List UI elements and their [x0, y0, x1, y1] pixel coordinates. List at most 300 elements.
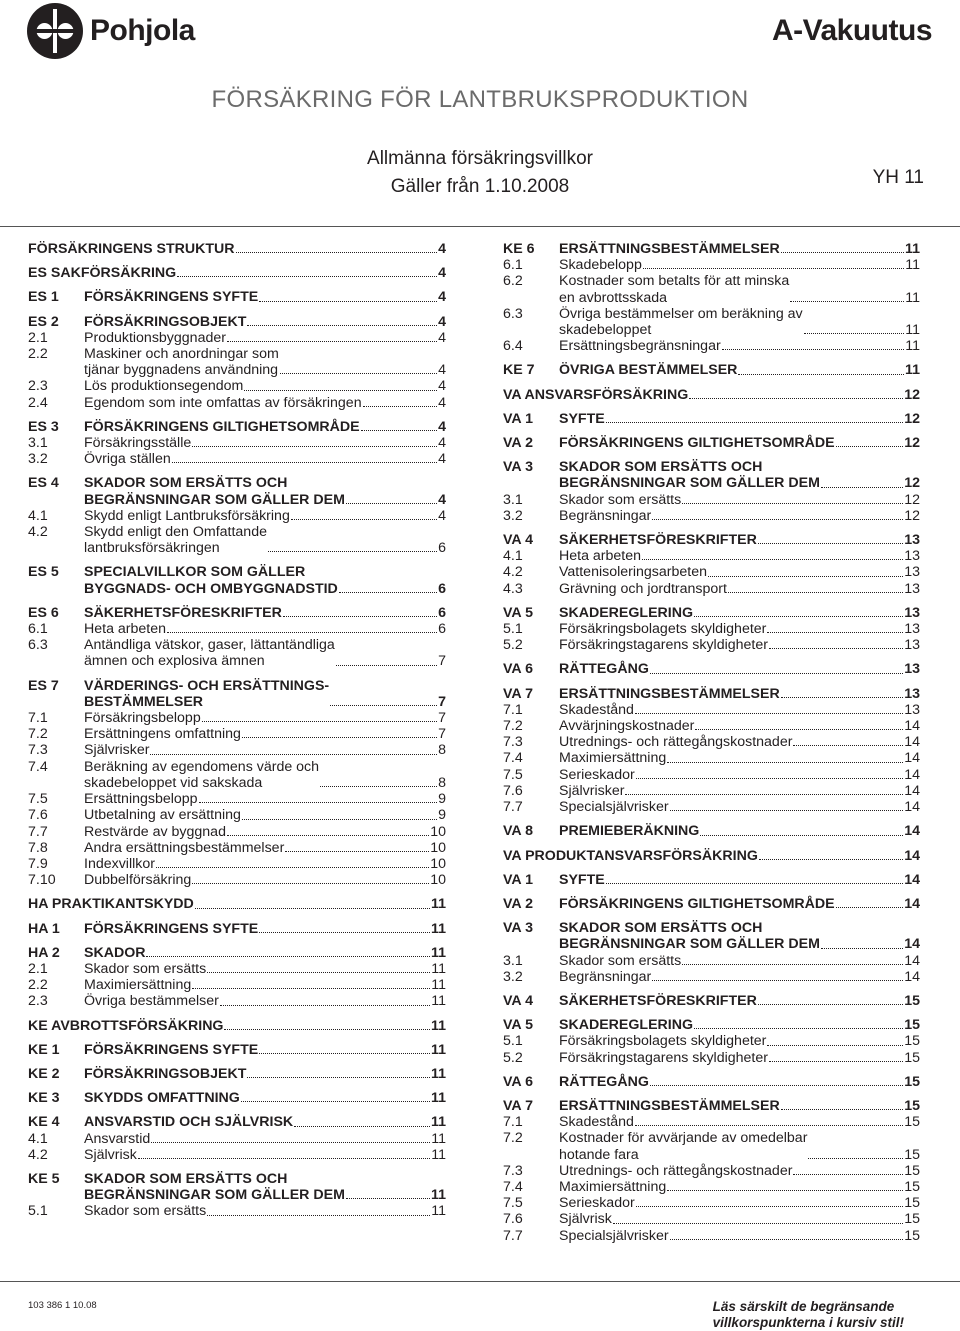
toc-entry-number: VA 7: [503, 1097, 533, 1114]
toc-entry-number: 2.4: [28, 394, 48, 411]
dot-leader: [635, 1125, 903, 1126]
toc-entry-title: Grävning och jordtransport: [559, 580, 727, 597]
toc-entry-title: FÖRSÄKRINGENS SYFTE: [84, 289, 259, 306]
toc-entry-title: Skador som ersätts: [559, 491, 682, 508]
toc-entry-title: SÄKERHETSFÖRESKRIFTER: [84, 604, 282, 621]
toc-entry: [503, 750, 920, 766]
dot-leader: [606, 422, 903, 423]
dot-leader: [192, 988, 430, 989]
toc-entry: [28, 435, 446, 451]
toc-entry-title: Avvärjningskostnader: [559, 718, 695, 735]
toc-entry-title: Skydd enligt Lantbruksförsäkring: [84, 507, 290, 524]
toc-entry-page: 14: [904, 847, 920, 864]
toc-entry-title: Kostnader som betalts för att minska en avbrottsskada: [559, 273, 790, 306]
toc-entry-page: 11: [431, 1090, 446, 1107]
toc-entry: [28, 945, 446, 961]
toc-entry-number: KE 3: [28, 1090, 60, 1107]
toc-entry: [503, 896, 920, 912]
toc-entry-page: 11: [905, 322, 920, 339]
toc-entry: [28, 451, 446, 467]
toc-entry: [28, 921, 446, 937]
toc-entry-page: 4: [438, 313, 446, 330]
document-code: YH 11: [872, 167, 924, 188]
toc-entry-number: 7.7: [28, 823, 48, 840]
dot-leader: [652, 980, 903, 981]
toc-entry-title: FÖRSÄKRINGENS SYFTE: [84, 1041, 259, 1058]
toc-entry-number: 2.3: [28, 378, 48, 395]
toc-entry-title: Antändliga vätskor, gaser, lättantändliga ämnen och explosiva ämnen: [84, 637, 335, 670]
dot-leader: [667, 762, 903, 763]
toc-entry-title: FÖRSÄKRINGENS GILTIGHETSOMRÅDE: [84, 418, 360, 435]
toc-entry-page: 4: [438, 394, 446, 411]
dot-leader: [151, 1142, 430, 1143]
toc-entry: [28, 524, 446, 556]
dot-leader: [606, 883, 903, 884]
toc-entry: [28, 856, 446, 872]
toc-entry: [503, 581, 920, 597]
dot-leader: [192, 446, 437, 447]
toc-entry-page: 14: [904, 895, 920, 912]
toc-entry: [28, 977, 446, 993]
toc-entry-number: KE 4: [28, 1114, 60, 1131]
dot-leader: [781, 252, 904, 253]
dot-leader: [247, 325, 437, 326]
toc-entry-title: ANSVARSTID OCH SJÄLVRISK: [84, 1114, 294, 1131]
toc-entry-page: 12: [904, 386, 920, 403]
toc-entry-title: Kostnader för avvärjande av omedelbar hotande fara: [559, 1130, 808, 1163]
toc-entry-number: KE 2: [28, 1065, 60, 1082]
toc-entry-number: 4.2: [503, 564, 523, 581]
toc-entry-number: 2.2: [28, 346, 48, 363]
toc-entry: [503, 661, 920, 677]
toc-entry-number: 3.1: [503, 952, 523, 969]
dot-leader: [667, 1190, 903, 1191]
toc-entry-title: SKADOR SOM ERSÄTTS OCH BEGRÄNSNINGAR SOM GÄLLER DEM: [84, 475, 345, 508]
toc-entry-title: FÖRSÄKRINGENS GILTIGHETSOMRÅDE: [559, 435, 835, 452]
toc-entry-title: Skadestånd: [559, 701, 634, 718]
dot-leader: [150, 754, 437, 755]
toc-entry: [28, 241, 446, 257]
toc-entry: [503, 548, 920, 564]
dot-leader: [207, 1215, 430, 1216]
toc-entry-title: Försäkringstagarens skyldigheter: [559, 1049, 768, 1066]
toc-entry-title: Maximiersättning: [84, 977, 192, 994]
dot-leader: [291, 519, 437, 520]
toc-entry-page: 15: [904, 1178, 920, 1195]
toc-entry-page: 15: [904, 1097, 920, 1114]
toc-entry: [503, 273, 920, 305]
toc-entry: [503, 637, 920, 653]
toc-entry-page: 4: [438, 451, 446, 468]
toc-entry-title: Skador som ersätts: [84, 960, 207, 977]
dot-leader: [227, 341, 437, 342]
dot-leader: [280, 373, 437, 374]
toc-entry-page: 13: [904, 685, 920, 702]
toc-entry-page: 10: [430, 823, 446, 840]
toc-entry: [28, 289, 446, 305]
dot-leader: [156, 867, 429, 868]
toc-entry: [28, 791, 446, 807]
toc-entry: [28, 872, 446, 888]
toc-entry-number: 4.1: [28, 507, 48, 524]
toc-entry-title: Ersättningsbegränsningar: [559, 338, 721, 355]
dot-leader: [700, 835, 903, 836]
toc-entry: [503, 362, 920, 378]
toc-entry-number: VA 3: [503, 459, 533, 476]
toc-entry-title: KE AVBROTTSFÖRSÄKRING: [28, 1017, 224, 1034]
toc-entry-title: SYFTE: [559, 410, 605, 427]
dot-leader: [195, 908, 430, 909]
toc-entry-page: 11: [905, 289, 920, 306]
toc-entry: [28, 346, 446, 378]
toc-entry-page: 13: [904, 580, 920, 597]
toc-entry-title: SÄKERHETSFÖRESKRIFTER: [559, 992, 757, 1009]
toc-entry-page: 11: [905, 241, 920, 257]
dot-leader: [177, 276, 437, 277]
toc-entry: [28, 742, 446, 758]
toc-entry-number: 4.2: [28, 1146, 48, 1163]
dot-leader: [821, 487, 903, 488]
dot-leader: [694, 616, 903, 617]
toc-entry: [503, 492, 920, 508]
dot-leader: [643, 268, 904, 269]
dot-leader: [242, 819, 437, 820]
toc-entry-number: 7.3: [28, 742, 48, 759]
toc-entry: [503, 920, 920, 952]
toc-entry-page: 13: [904, 604, 920, 621]
toc-entry-title: SKADOR SOM ERSÄTTS OCH BEGRÄNSNINGAR SOM GÄLLER DEM: [559, 920, 820, 953]
toc-entry: [28, 896, 446, 912]
toc-entry-page: 4: [438, 289, 446, 306]
toc-entry-title: VA PRODUKTANSVARSFÖRSÄKRING: [503, 847, 758, 864]
toc-entry: [28, 824, 446, 840]
toc-entry-page: 11: [431, 1146, 446, 1163]
toc-entry: [28, 961, 446, 977]
toc-entry: [28, 993, 446, 1009]
toc-entry: [503, 241, 920, 257]
toc-entry-number: 3.1: [503, 491, 523, 508]
toc-entry-title: SKADOR: [84, 944, 146, 961]
toc-entry: [28, 840, 446, 856]
dot-leader: [642, 559, 903, 560]
toc-entry-title: SKYDDS OMFATTNING: [84, 1090, 240, 1107]
toc-entry: [28, 726, 446, 742]
toc-entry-title: Serieskador: [559, 766, 635, 783]
toc-entry-title: Begränsningar: [559, 968, 652, 985]
toc-entry-page: 15: [904, 1017, 920, 1034]
toc-entry-page: 13: [904, 701, 920, 718]
toc-entry: [28, 564, 446, 596]
toc-entry-number: 4.3: [503, 580, 523, 597]
toc-entry: [503, 1050, 920, 1066]
toc-entry: [28, 605, 446, 621]
toc-entry-title: Vattenisoleringsarbeten: [559, 564, 708, 581]
toc-entry: [28, 1147, 446, 1163]
toc-entry-number: 7.4: [503, 1178, 523, 1195]
toc-entry-title: Heta arbeten: [84, 621, 167, 638]
toc-entry-number: 2.1: [28, 329, 48, 346]
toc-entry-number: ES 2: [28, 313, 59, 330]
toc-entry-number: KE 5: [28, 1170, 60, 1187]
toc-entry: [503, 823, 920, 839]
dot-leader: [236, 252, 438, 253]
toc-entry-page: 11: [431, 1187, 446, 1204]
document-subtitle: [0, 148, 960, 170]
toc-entry-number: VA 6: [503, 661, 533, 678]
toc-entry-title: Egendom som inte omfattas av försäkringen: [84, 394, 362, 411]
toc-entry-page: 14: [904, 718, 920, 735]
toc-entry-number: 7.7: [503, 799, 523, 816]
dot-leader: [759, 859, 903, 860]
dot-leader: [241, 1101, 430, 1102]
toc-entry-number: ES 1: [28, 289, 59, 306]
toc-entry-number: 6.4: [503, 338, 523, 355]
toc-entry-title: FÖRSÄKRINGSOBJEKT: [84, 1065, 247, 1082]
toc-entry-page: 11: [431, 1130, 446, 1147]
dot-leader: [722, 349, 905, 350]
toc-entry-title: Ersättningsbelopp: [84, 791, 198, 808]
toc-entry-title: Produktionsbyggnader: [84, 329, 226, 346]
toc-entry-page: 9: [438, 807, 446, 824]
toc-entry: [503, 872, 920, 888]
subtitle-terms: Allmänna försäkringsvillkor: [367, 148, 593, 169]
toc-entry-title: Ansvarstid: [84, 1130, 151, 1147]
toc-entry-page: 13: [904, 621, 920, 638]
dot-leader: [247, 1077, 430, 1078]
toc-entry-page: 7: [438, 653, 446, 670]
toc-entry-title: SYFTE: [559, 871, 605, 888]
toc-entry-page: 4: [438, 378, 446, 395]
toc-entry-number: VA 1: [503, 871, 533, 888]
toc-entry: [503, 767, 920, 783]
dot-leader: [339, 592, 437, 593]
dot-leader: [268, 551, 437, 552]
toc-entry-title: HA PRAKTIKANTSKYDD: [28, 896, 194, 913]
dot-leader: [635, 713, 903, 714]
toc-entry-number: VA 2: [503, 895, 533, 912]
toc-entry-number: VA 4: [503, 992, 533, 1009]
dot-leader: [625, 794, 903, 795]
toc-entry: [28, 419, 446, 435]
toc-entry-title: Maximiersättning: [559, 750, 667, 767]
toc-entry-number: KE 7: [503, 362, 535, 379]
dot-leader: [199, 802, 438, 803]
toc-entry: [503, 435, 920, 451]
toc-entry: [503, 387, 920, 403]
toc-entry-page: 6: [438, 604, 446, 621]
dot-leader: [244, 390, 437, 391]
toc-entry-title: PREMIEBERÄKNING: [559, 823, 700, 840]
toc-entry-title: Självrisk: [559, 1211, 612, 1228]
toc-entry-page: 11: [431, 1114, 446, 1131]
toc-entry: [503, 1163, 920, 1179]
toc-entry-number: VA 6: [503, 1073, 533, 1090]
dot-leader: [650, 1085, 903, 1086]
toc-entry-page: 11: [431, 944, 446, 961]
toc-entry-page: 13: [904, 548, 920, 565]
toc-entry: [28, 1171, 446, 1203]
toc-entry-title: Skydd enligt den Omfattande lantbruksförsäkringen: [84, 524, 267, 557]
toc-entry-title: Skador som ersätts: [559, 952, 682, 969]
toc-entry: [28, 678, 446, 710]
toc-entry: [503, 1179, 920, 1195]
toc-entry-number: VA 8: [503, 823, 533, 840]
toc-entry: [28, 1203, 446, 1219]
toc-entry-number: 5.1: [503, 1033, 523, 1050]
toc-entry-number: VA 4: [503, 532, 533, 549]
dot-leader: [808, 1158, 903, 1159]
brand-name-left: Pohjola: [90, 14, 195, 47]
toc-entry: [503, 1211, 920, 1227]
subtitle-valid-from: Gäller från 1.10.2008: [390, 176, 570, 197]
toc-entry-page: 11: [431, 920, 446, 937]
toc-entry-page: 14: [904, 799, 920, 816]
toc-entry-number: ES 6: [28, 604, 59, 621]
toc-entry-page: 10: [430, 855, 446, 872]
toc-entry-page: 14: [904, 750, 920, 767]
toc-entry-number: 2.2: [28, 977, 48, 994]
toc-entry-number: 7.2: [503, 718, 523, 735]
toc-entry-page: 15: [904, 992, 920, 1009]
toc-entry: [28, 265, 446, 281]
toc-entry: [503, 969, 920, 985]
toc-entry-title: ÖVRIGA BESTÄMMELSER: [559, 362, 738, 379]
dot-leader: [708, 576, 903, 577]
toc-entry: [28, 807, 446, 823]
dot-leader: [202, 721, 437, 722]
toc-entry-title: FÖRSÄKRINGSOBJEKT: [84, 313, 247, 330]
toc-entry-page: 11: [431, 1041, 446, 1058]
footer-note: [713, 1299, 904, 1331]
toc-entry: [28, 475, 446, 507]
toc-entry-number: 7.6: [28, 807, 48, 824]
dot-leader: [259, 932, 430, 933]
dot-leader: [346, 503, 437, 504]
toc-entry-number: 3.2: [28, 451, 48, 468]
toc-entry: [28, 378, 446, 394]
toc-entry-number: ES 7: [28, 677, 59, 694]
toc-entry-number: 7.8: [28, 839, 48, 856]
toc-entry-number: 3.2: [503, 968, 523, 985]
toc-entry-title: Försäkringsbolagets skyldigheter: [559, 1033, 767, 1050]
toc-entry: [503, 605, 920, 621]
toc-entry-number: ES 3: [28, 418, 59, 435]
toc-entry-number: 7.5: [503, 766, 523, 783]
toc-entry-page: 12: [904, 435, 920, 452]
dot-leader: [613, 1223, 903, 1224]
dot-leader: [769, 648, 903, 649]
toc-entry: [503, 257, 920, 273]
toc-entry-page: 13: [904, 532, 920, 549]
dot-leader: [738, 374, 904, 375]
toc-entry: [503, 718, 920, 734]
toc-entry-number: HA 2: [28, 944, 60, 961]
toc-entry-page: 11: [905, 257, 920, 274]
dot-leader: [330, 705, 437, 706]
toc-entry-number: 7.5: [28, 791, 48, 808]
toc-entry-page: 6: [438, 621, 446, 638]
toc-entry: [503, 338, 920, 354]
dot-leader: [224, 1029, 430, 1030]
toc-entry-number: 5.2: [503, 1049, 523, 1066]
toc-entry-title: ERSÄTTNINGSBESTÄMMELSER: [559, 685, 780, 702]
toc-entry-title: Lös produktionsegendom: [84, 378, 244, 395]
toc-entry-title: Övriga bestämmelser: [84, 993, 219, 1010]
toc-entry-title: SKADEREGLERING: [559, 604, 694, 621]
toc-entry: [28, 1114, 446, 1130]
dot-leader: [781, 1109, 904, 1110]
dot-leader: [652, 519, 903, 520]
toc-entry: [503, 993, 920, 1009]
toc-entry: [503, 306, 920, 338]
toc-entry-page: 14: [904, 871, 920, 888]
toc-entry: [503, 783, 920, 799]
toc-entry: [503, 532, 920, 548]
dot-leader: [636, 778, 904, 779]
footer-code: 103 386 1 10.08: [28, 1300, 97, 1311]
dot-leader: [146, 956, 430, 957]
dot-leader: [285, 851, 429, 852]
toc-entry-title: Dubbelförsäkring: [84, 872, 192, 889]
toc-entry-title: Heta arbeten: [559, 548, 642, 565]
toc-entry-number: 7.6: [503, 1211, 523, 1228]
toc-entry-page: 11: [431, 977, 446, 994]
toc-entry: [28, 1066, 446, 1082]
toc-entry-number: 4.2: [28, 524, 48, 541]
toc-entry: [503, 1130, 920, 1162]
dot-leader: [758, 1004, 903, 1005]
toc-entry-page: 11: [431, 1203, 446, 1220]
toc-right-column: [503, 241, 920, 1244]
toc-entry-number: 7.3: [503, 1162, 523, 1179]
toc-entry-number: 4.1: [28, 1130, 48, 1147]
toc-entry-page: 11: [905, 338, 920, 355]
toc-entry: [28, 621, 446, 637]
toc-entry: [503, 411, 920, 427]
toc-entry: [503, 848, 920, 864]
toc-entry-page: 14: [904, 936, 920, 953]
dot-leader: [259, 1053, 430, 1054]
toc-entry-page: 4: [438, 435, 446, 452]
dot-leader: [242, 737, 437, 738]
toc-entry-number: KE 6: [503, 241, 535, 257]
toc-entry-page: 15: [904, 1227, 920, 1244]
toc-entry-title: Självrisk: [84, 1146, 137, 1163]
toc-entry: [28, 508, 446, 524]
toc-entry-title: Indexvillkor: [84, 855, 155, 872]
toc-entry: [503, 1017, 920, 1033]
toc-entry: [503, 1195, 920, 1211]
toc-entry-title: Specialsjälvrisker: [559, 1227, 669, 1244]
dot-leader: [670, 1239, 904, 1240]
toc-entry: [28, 1018, 446, 1034]
toc-entry-page: 13: [904, 564, 920, 581]
toc-entry-title: Restvärde av byggnad: [84, 823, 226, 840]
toc-entry-page: 11: [431, 896, 446, 913]
toc-entry-page: 11: [431, 993, 446, 1010]
toc-entry-number: 7.9: [28, 855, 48, 872]
toc-entry-title: RÄTTEGÅNG: [559, 1073, 649, 1090]
toc-entry-title: VA ANSVARSFÖRSÄKRING: [503, 386, 689, 403]
dot-leader: [728, 592, 903, 593]
toc-entry-page: 7: [438, 710, 446, 727]
toc-entry-page: 4: [438, 329, 446, 346]
dot-leader: [767, 632, 903, 633]
toc-entry-number: 7.3: [503, 734, 523, 751]
toc-entry-title: ES SAKFÖRSÄKRING: [28, 265, 177, 282]
toc-entry: [503, 459, 920, 491]
toc-entry-number: ES 4: [28, 475, 59, 492]
